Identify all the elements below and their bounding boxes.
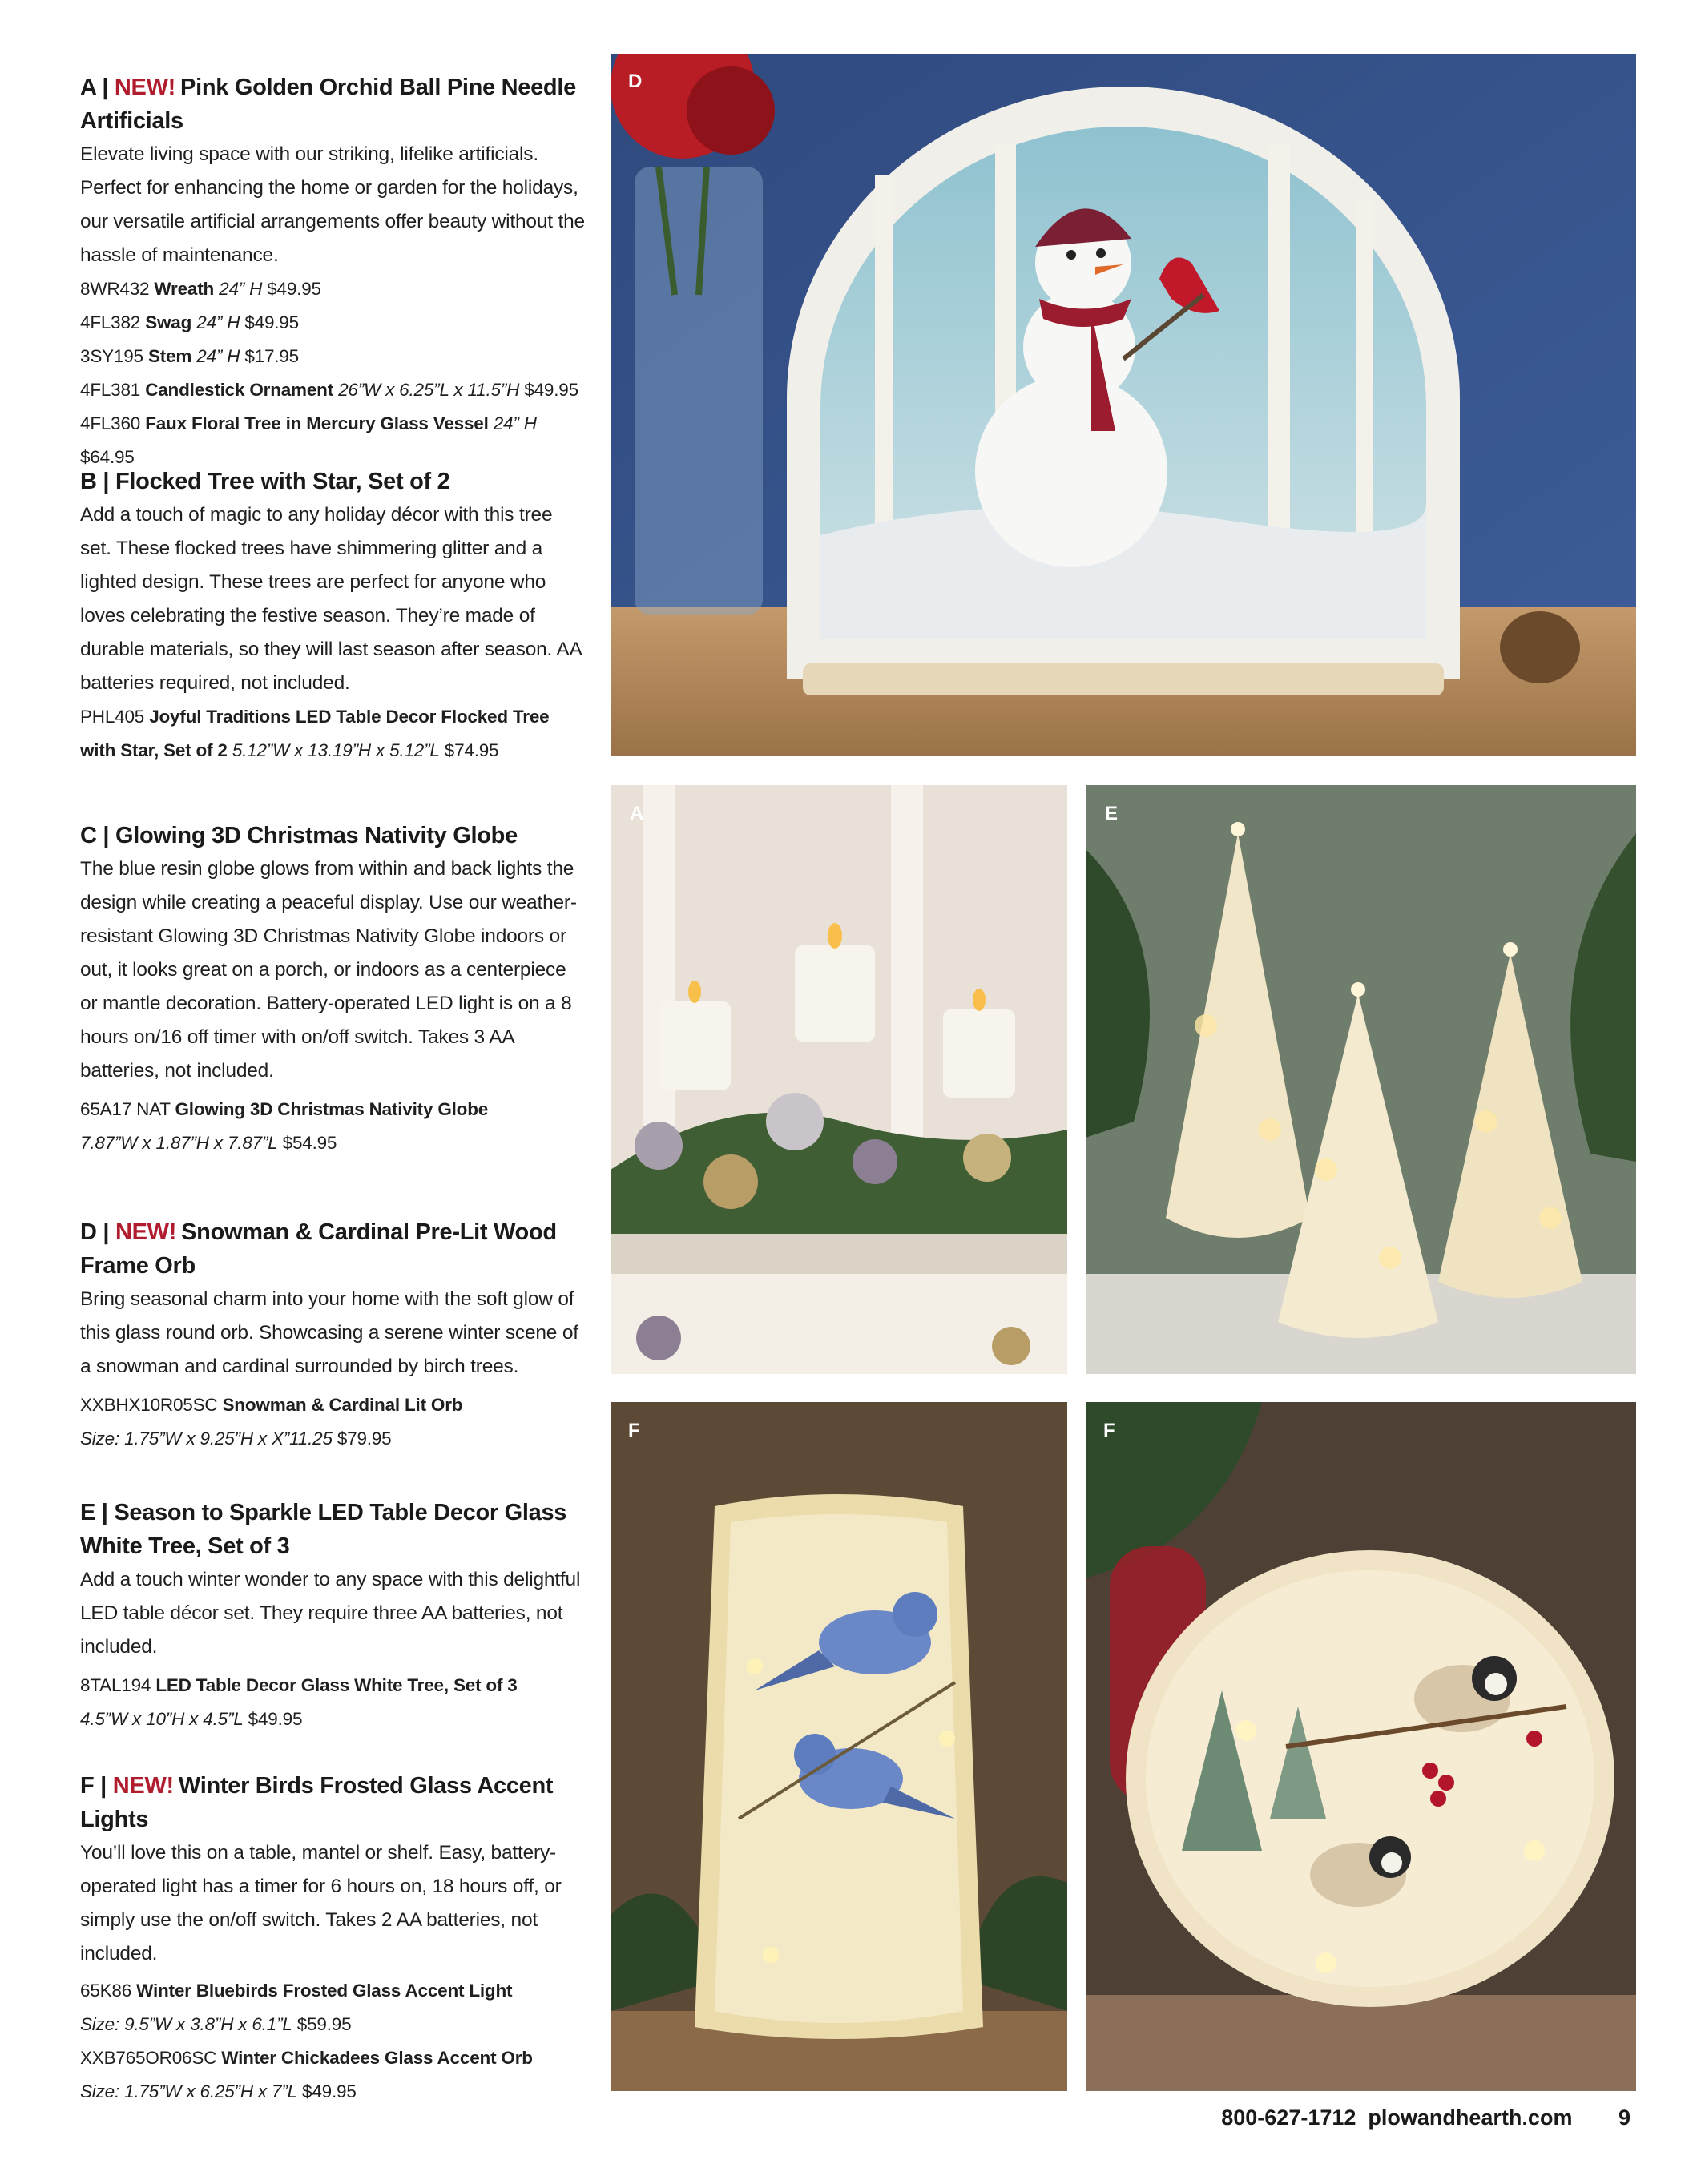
section-b xyxy=(80,465,585,768)
product-line: 4FL360 Faux Floral Tree in Mercury Glass Vessel 24” H $64.95 xyxy=(80,413,537,467)
section-d-title: Snowman & Cardinal Pre-Lit Wood Frame Orb xyxy=(80,1219,557,1279)
photo-e-label: E xyxy=(1105,803,1119,824)
new-badge: NEW! xyxy=(114,75,176,100)
photo-d-snowman-orb xyxy=(611,54,1636,756)
section-b-description: Add a touch of magic to any holiday décor with this tree set. These flocked trees have shimmering glitter and a lighted design. These trees are perfect for anyone who loves celebrating the festive season. They’re made of durable materials, so they will last season after season. AA batteries required, not included. xyxy=(80,504,582,694)
section-d xyxy=(80,1215,585,1456)
photo-a-label: A xyxy=(630,803,644,824)
phone-number: 800-627-1712 xyxy=(1221,2105,1356,2130)
product-line: XXB765OR06SC Winter Chickadees Glass Accent Orb xyxy=(80,2048,533,2068)
section-f xyxy=(80,1769,585,2109)
chickadees-orb-illustration xyxy=(1086,1402,1636,2091)
photo-e-glass-trees xyxy=(1086,785,1636,1374)
product-line: 65A17 NAT Glowing 3D Christmas Nativity Globe xyxy=(80,1099,489,1119)
section-d-description: Bring seasonal charm into your home with the soft glow of this glass round orb. Showcasing a serene winter scene of a snowman and cardinal surrounded by birch trees. xyxy=(80,1288,578,1377)
photo-f2-label: F xyxy=(1103,1420,1115,1441)
section-c xyxy=(80,819,585,1160)
product-line: 4FL381 Candlestick Ornament 26”W x 6.25”L x 11.5”H $49.95 xyxy=(80,380,578,400)
photo-d-label: D xyxy=(628,71,643,92)
website-link[interactable]: plowandhearth.com xyxy=(1368,2105,1573,2130)
product-line: 8TAL194 LED Table Decor Glass White Tree, Set of 3 xyxy=(80,1675,518,1695)
glass-trees-illustration xyxy=(1086,785,1636,1374)
section-e-heading: E | Season to Sparkle LED Table Decor Glass White Tree, Set of 3 xyxy=(80,1500,567,1559)
snowman-orb-illustration xyxy=(611,54,1636,756)
product-line: Size: 1.75”W x 9.25”H x X”11.25 $79.95 xyxy=(80,1428,392,1449)
section-d-heading: D | NEW! Snowman & Cardinal Pre-Lit Wood Frame Orb xyxy=(80,1219,557,1279)
product-line: 4.5”W x 10”H x 4.5”L $49.95 xyxy=(80,1709,303,1729)
product-line: Size: 1.75”W x 6.25”H x 7”L $49.95 xyxy=(80,2081,357,2101)
new-badge: NEW! xyxy=(112,1773,174,1799)
section-f-description: You’ll love this on a table, mantel or shelf. Easy, battery-operated light has a timer for 6 hours on, 18 hours off, or simply use the on/off switch. Takes 2 AA batteries, not included. xyxy=(80,1842,562,1964)
section-a xyxy=(80,71,585,474)
section-c-title: Glowing 3D Christmas Nativity Globe xyxy=(115,823,518,848)
product-line: PHL405 Joyful Traditions LED Table Decor Flocked Tree with Star, Set of 2 5.12”W x 13.19”H x 5.12”L $74.95 xyxy=(80,707,550,760)
section-a-description: Elevate living space with our striking, lifelike artificials. Perfect for enhancing the home or garden for the holidays, our versatile artificial arrangements offer beauty without the hassle of maintenance. xyxy=(80,143,585,266)
product-line: 4FL382 Swag 24” H $49.95 xyxy=(80,312,299,332)
photo-f-chickadees xyxy=(1086,1402,1636,2091)
section-e-title: Season to Sparkle LED Table Decor Glass White Tree, Set of 3 xyxy=(80,1500,567,1559)
section-a-title: Pink Golden Orchid Ball Pine Needle Artificials xyxy=(80,75,576,134)
section-c-description: The blue resin globe glows from within and back lights the design while creating a peaceful display. Use our weather-resistant Glowing 3D Christmas Nativity Globe indoors or out, it looks great on a porch, or indoors as a centerpiece or mantle decoration. Battery-operated LED light is on a 8 hours on/16 off timer with on/off switch. Takes 3 AA batteries, not included. xyxy=(80,858,577,1082)
product-line: XXBHX10R05SC Snowman & Cardinal Lit Orb xyxy=(80,1395,463,1415)
bluebirds-light-illustration xyxy=(611,1402,1067,2091)
candlestick-illustration xyxy=(611,785,1067,1374)
product-line: 7.87”W x 1.87”H x 7.87”L $54.95 xyxy=(80,1133,337,1153)
photo-f-bluebirds xyxy=(611,1402,1067,2091)
photo-a-candlestick xyxy=(611,785,1067,1374)
new-badge: NEW! xyxy=(115,1219,177,1245)
product-line: 3SY195 Stem 24” H $17.95 xyxy=(80,346,299,366)
section-e xyxy=(80,1496,585,1736)
section-b-title: Flocked Tree with Star, Set of 2 xyxy=(115,469,450,494)
section-f-heading: F | NEW! Winter Birds Frosted Glass Accent Lights xyxy=(80,1773,554,1832)
section-a-heading: A | NEW! Pink Golden Orchid Ball Pine Needle Artificials xyxy=(80,75,576,134)
section-c-heading: C | Glowing 3D Christmas Nativity Globe xyxy=(80,823,518,848)
photo-f1-label: F xyxy=(628,1420,640,1441)
product-line: Size: 9.5”W x 3.8”H x 6.1”L $59.95 xyxy=(80,2014,352,2034)
section-b-heading: B | Flocked Tree with Star, Set of 2 xyxy=(80,469,450,494)
product-line: 65K86 Winter Bluebirds Frosted Glass Accent Light xyxy=(80,1981,513,2001)
section-f-title: Winter Birds Frosted Glass Accent Lights xyxy=(80,1773,554,1832)
page-number: 9 xyxy=(1618,2105,1631,2130)
product-line: 8WR432 Wreath 24” H $49.95 xyxy=(80,279,321,299)
section-e-description: Add a touch winter wonder to any space with this delightful LED table décor set. They require three AA batteries, not included. xyxy=(80,1569,581,1658)
page-footer xyxy=(1221,2105,1631,2130)
